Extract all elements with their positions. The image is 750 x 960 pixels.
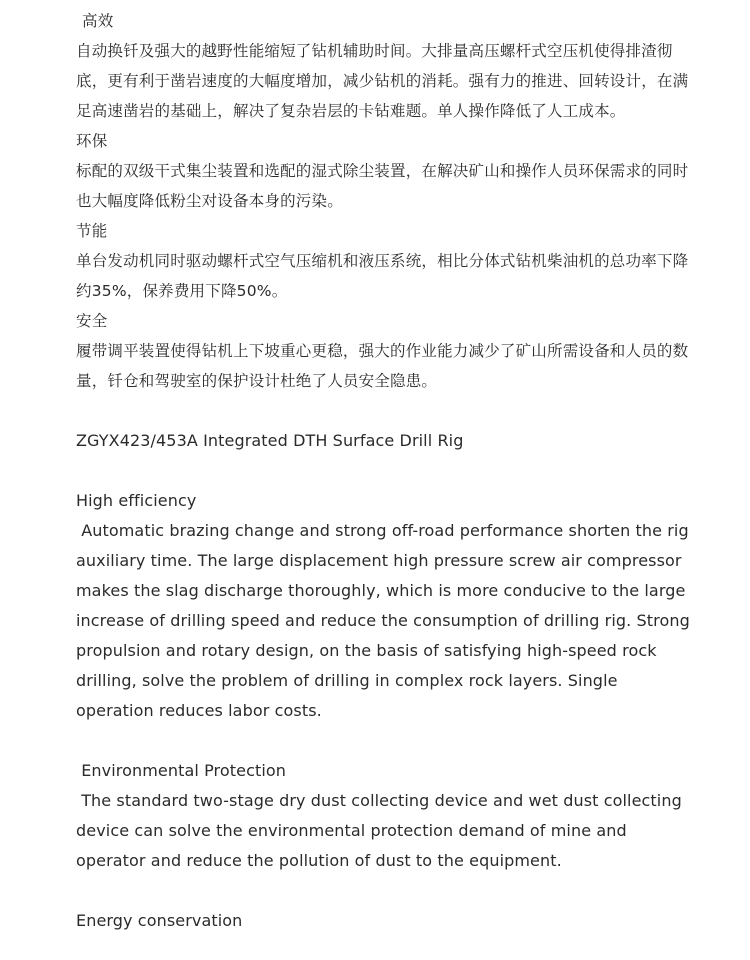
article-body — [76, 6, 696, 936]
spacer — [76, 456, 696, 486]
zh-env-heading: 环保 — [76, 132, 108, 150]
spacer — [76, 726, 696, 756]
zh-env-text: 标配的双级干式集尘装置和选配的湿式除尘装置，在解决矿山和操作人员环保需求的同时也大幅度降低粉尘对设备本身的污染。 — [76, 162, 689, 210]
zh-energy-heading: 节能 — [76, 222, 108, 240]
en-efficiency-text: Automatic brazing change and strong off-road performance shorten the rig auxiliary time. The large displacement high pressure screw air compressor makes the slag discharge thoroughly, which is more conducive to the large increase of drilling speed and reduce the consumption of drilling rig. Strong propulsion and rotary design, on the basis of satisfying high-speed rock drilling, solve the problem of drilling in complex rock layers. Single operation reduces labor costs. — [76, 521, 696, 720]
zh-efficiency-heading: 高效 — [82, 12, 114, 30]
zh-efficiency-text: 自动换钎及强大的越野性能缩短了钻机辅助时间。大排量高压螺杆式空压机使得排渣彻底，更有利于凿岩速度的大幅度增加，减少钻机的消耗。强有力的推进、回转设计，在满足高速凿岩的基础上，解决了复杂岩层的卡钻难题。单人操作降低了人工成本。 — [76, 42, 689, 120]
en-efficiency-heading: High efficiency — [76, 491, 197, 510]
spacer — [76, 396, 696, 426]
en-env-heading: Environmental Protection — [76, 761, 287, 780]
spacer — [76, 876, 696, 906]
zh-safety-heading: 安全 — [76, 312, 108, 330]
zh-energy-text: 单台发动机同时驱动螺杆式空气压缩机和液压系统，相比分体式钻机柴油机的总功率下降约35%，保养费用下降50%。 — [76, 252, 689, 300]
zh-safety-text: 履带调平装置使得钻机上下坡重心更稳，强大的作业能力减少了矿山所需设备和人员的数量，钎仓和驾驶室的保护设计杜绝了人员安全隐患。 — [76, 342, 689, 390]
en-env-text: The standard two-stage dry dust collecting device and wet dust collecting device can solve the environmental protection demand of mine and operator and reduce the pollution of dust to the equipment. — [76, 791, 688, 870]
product-title: ZGYX423/453A Integrated DTH Surface Drill Rig — [76, 431, 464, 450]
en-energy-heading: Energy conservation — [76, 911, 243, 930]
